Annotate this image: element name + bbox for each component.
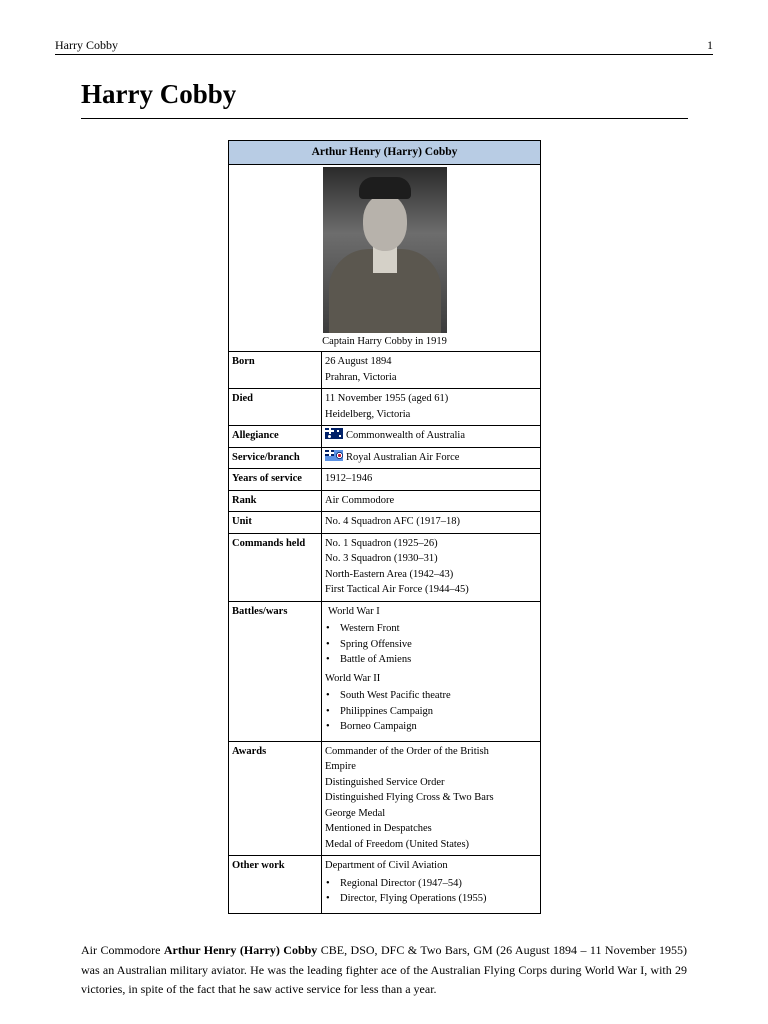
other-work-item: • Regional Director (1947–54) [325, 876, 537, 892]
awards-value [322, 741, 541, 856]
other-work-value [322, 856, 541, 914]
infobox-row-allegiance [229, 426, 541, 448]
battle-item[interactable]: • Philippines Campaign [325, 704, 537, 720]
battle-item[interactable]: • Borneo Campaign [325, 719, 537, 735]
died-label: Died [229, 389, 322, 426]
raaf-ensign-icon [325, 450, 343, 461]
allegiance-text[interactable]: Commonwealth of Australia [346, 430, 465, 441]
award-item[interactable]: Commander of the Order of the British [325, 745, 489, 757]
service-value [322, 447, 541, 469]
service-label: Service/branch [229, 447, 322, 469]
years-label: Years of service [229, 469, 322, 491]
command-item[interactable]: No. 1 Squadron (1925–26) [325, 537, 438, 549]
battle-item[interactable]: • Spring Offensive [325, 637, 537, 653]
infobox-row-awards [229, 741, 541, 856]
service-text[interactable]: Royal Australian Air Force [346, 451, 460, 463]
awards-label: Awards [229, 741, 322, 856]
commands-label: Commands held [229, 533, 322, 601]
infobox-row-born [229, 352, 541, 389]
other-work-item: • Director, Flying Operations (1955) [325, 891, 537, 907]
battle-item[interactable]: • Western Front [325, 621, 537, 637]
battle-item[interactable]: • South West Pacific theatre [325, 688, 537, 704]
command-item[interactable]: No. 3 Squadron (1930–31) [325, 553, 438, 564]
header-divider [55, 54, 713, 55]
died-date: 11 November 1955 (aged 61) [325, 393, 449, 404]
infobox-row-service [229, 447, 541, 469]
died-place[interactable]: Heidelberg, Victoria [325, 408, 411, 420]
born-value [322, 352, 541, 389]
infobox-image-cell [229, 165, 541, 352]
allegiance-label: Allegiance [229, 426, 322, 448]
years-value: 1912–1946 [322, 469, 541, 491]
unit-label: Unit [229, 512, 322, 534]
other-work-list [325, 876, 537, 907]
award-item[interactable]: Medal of Freedom (United States) [325, 838, 470, 850]
image-caption: Captain Harry Cobby in 1919 [322, 336, 447, 347]
other-work-label: Other work [229, 856, 322, 914]
command-item[interactable]: First Tactical Air Force (1944–45) [325, 584, 469, 595]
born-place[interactable]: Prahran, Victoria [325, 371, 397, 383]
rank-label: Rank [229, 490, 322, 512]
infobox-heading: Arthur Henry (Harry) Cobby [229, 141, 541, 165]
award-item[interactable]: George Medal [325, 807, 386, 819]
infobox-row-years [229, 469, 541, 491]
infobox-row-commands [229, 533, 541, 601]
battles-value [322, 601, 541, 741]
intro-subject-name: Arthur Henry (Harry) Cobby [163, 943, 318, 957]
award-item[interactable]: Distinguished Service Order [325, 776, 445, 788]
war-heading[interactable]: World War I [328, 605, 380, 617]
portrait-photo[interactable] [323, 167, 447, 333]
page-number: 1 [707, 38, 713, 52]
battles-label: Battles/wars [229, 601, 322, 741]
infobox-row-died [229, 389, 541, 426]
intro-pre: Air Commodore [81, 943, 164, 957]
infobox-row-battles [229, 601, 541, 741]
war-heading[interactable]: World War II [325, 672, 381, 684]
war-battle-list [325, 688, 537, 735]
born-label: Born [229, 352, 322, 389]
award-item[interactable]: Empire [325, 761, 356, 772]
page-title: Harry Cobby [81, 79, 237, 109]
running-head-title: Harry Cobby [55, 38, 118, 52]
infobox-row-other-work [229, 856, 541, 914]
unit-value[interactable]: No. 4 Squadron AFC (1917–18) [322, 512, 541, 534]
award-item[interactable]: Mentioned in Despatches [325, 823, 432, 834]
rank-value[interactable]: Air Commodore [322, 490, 541, 512]
title-divider [81, 118, 688, 119]
intro-post: CBE, DSO, DFC & Two Bars, GM (26 August 1894 – 11 November 1955) was an Australian military aviator. He was the leading fighter ace of the Australian Flying Corps during World War I, with 29 victories, in spite of the fact that he saw active service for less than a year. [81, 943, 687, 996]
battle-item[interactable]: • Battle of Amiens [325, 652, 537, 668]
infobox-row-unit [229, 512, 541, 534]
born-date: 26 August 1894 [325, 356, 392, 367]
intro-paragraph [81, 941, 687, 1000]
other-work-org[interactable]: Department of Civil Aviation [325, 860, 448, 871]
infobox [228, 140, 541, 914]
war-battle-list [325, 621, 537, 668]
allegiance-value [322, 426, 541, 448]
infobox-row-rank [229, 490, 541, 512]
commands-value [322, 533, 541, 601]
australia-flag-icon [325, 428, 343, 439]
command-item[interactable]: North-Eastern Area (1942–43) [325, 568, 454, 580]
award-item[interactable]: Distinguished Flying Cross & Two Bars [325, 792, 494, 803]
died-value [322, 389, 541, 426]
